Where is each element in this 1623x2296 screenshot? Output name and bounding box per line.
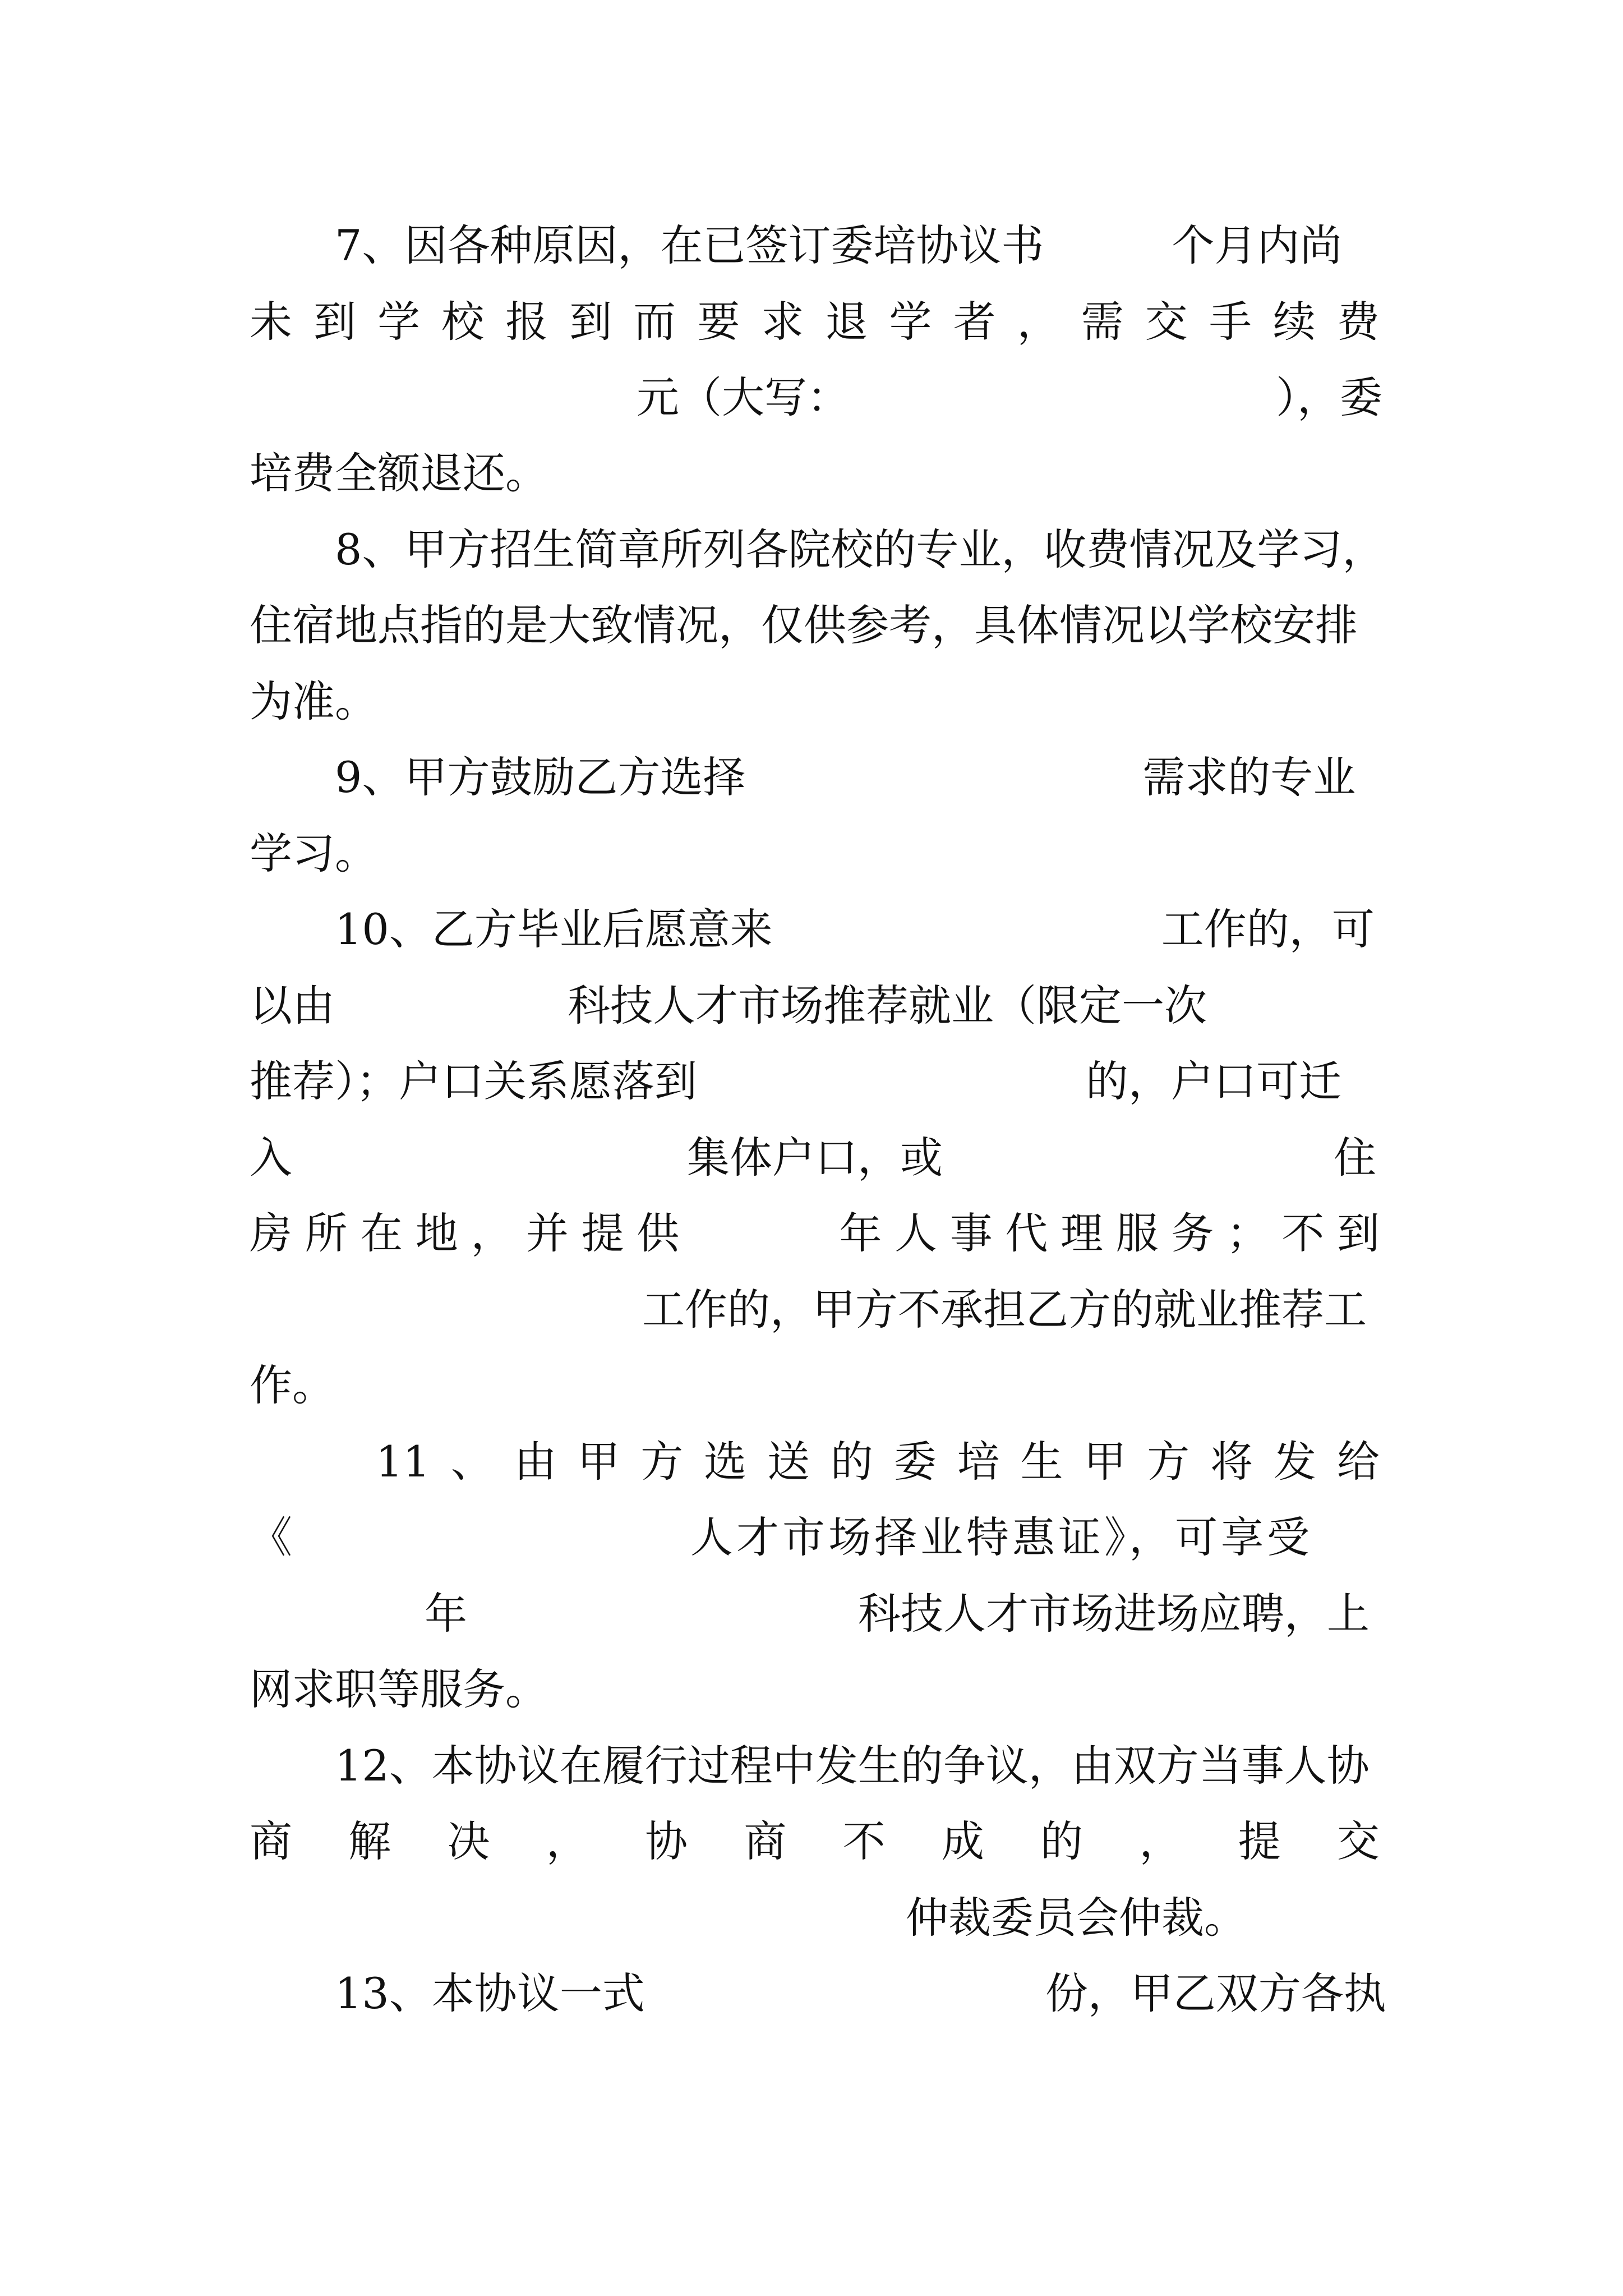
item10-line1 bbox=[250, 901, 1380, 958]
item10-line7: 作。 bbox=[250, 1360, 335, 1410]
item13-line1 bbox=[250, 1966, 1386, 2022]
item8-line3: 为准。 bbox=[250, 677, 377, 726]
item7-line3 bbox=[250, 370, 1380, 426]
item10-line2 bbox=[250, 978, 1380, 1034]
item13-text: 份，甲乙双方各执 bbox=[1045, 1968, 1386, 2018]
item10-text: 集体户口，或 bbox=[687, 1133, 943, 1182]
item7-text: 元（大写： bbox=[637, 372, 850, 422]
item10-text: 的，户口可迁 bbox=[1086, 1056, 1341, 1106]
item8-text: 8、甲方招生简章所列各院校的专业，收费情况及学习， bbox=[335, 524, 1385, 574]
item10-text: 10、乙方毕业后愿意来 bbox=[335, 904, 773, 954]
item10-text: 以由 bbox=[250, 981, 335, 1030]
item10-text: 住 bbox=[1334, 1133, 1376, 1182]
item12-line1 bbox=[250, 1738, 1380, 1794]
item11-line2 bbox=[250, 1510, 1380, 1566]
item12-line2: 商 解 决 ， 协 商 不 成 的 ， 提 交 bbox=[250, 1816, 1380, 1866]
item7-line4: 培费全额退还。 bbox=[250, 448, 548, 498]
item10-text: 工作的，可 bbox=[1161, 904, 1375, 954]
item8-line1 bbox=[250, 522, 1385, 578]
item11-text: 年 bbox=[425, 1589, 467, 1639]
item9-text: 9、甲方鼓励乙方选择 bbox=[335, 752, 746, 802]
item7-line2: 未 到 学 校 报 到 而 要 求 退 学 者 ， 需 交 手 续 费 bbox=[250, 297, 1380, 347]
item10-line4 bbox=[250, 1130, 1380, 1186]
item8-line2: 住宿地点指的是大致情况，仅供参考，具体情况以学校安排 bbox=[250, 600, 1358, 650]
item9-line1 bbox=[250, 749, 1380, 806]
item13-text: 13、本协议一式 bbox=[335, 1968, 645, 2018]
item10-line6 bbox=[250, 1282, 1380, 1338]
item10-line5: 房 所 在 地 ， 并 提 供 年 人 事 代 理 服 务 ； 不 到 bbox=[250, 1208, 1380, 1258]
item10-text: 入 bbox=[250, 1133, 292, 1182]
item12-text: 仲裁委员会仲裁。 bbox=[906, 1893, 1247, 1943]
item9-text: 需求的专业 bbox=[1142, 752, 1356, 802]
item10-text: 工作的，甲方不承担乙方的就业推荐工 bbox=[642, 1285, 1367, 1335]
item11-text: 科技人才市场进场应聘，上 bbox=[858, 1589, 1370, 1639]
item11-text: 人才市场择业特惠证》，可享受 bbox=[690, 1512, 1313, 1562]
item9-line2: 学习。 bbox=[250, 829, 377, 878]
item7-line1 bbox=[250, 218, 1380, 274]
item11-line4: 网求职等服务。 bbox=[250, 1664, 548, 1714]
item7-text: 个月内尚 bbox=[1172, 220, 1343, 270]
item11-line1: 11 、 由 甲 方 选 送 的 委 培 生 甲 方 将 发 给 bbox=[376, 1437, 1380, 1487]
item7-text: 7、因各种原因，在已签订委培协议书 bbox=[335, 220, 1044, 270]
item7-text: ），委 bbox=[1276, 372, 1382, 422]
item10-line3 bbox=[250, 1053, 1380, 1110]
item10-text: 推荐）；户口关系愿落到 bbox=[250, 1056, 697, 1106]
item11-text: 《 bbox=[250, 1512, 292, 1562]
item12-line3 bbox=[250, 1890, 1380, 1946]
item11-line3 bbox=[250, 1586, 1380, 1642]
item12-text: 12、本协议在履行过程中发生的争议，由双方当事人协 bbox=[335, 1741, 1370, 1791]
item10-text: 科技人才市场推荐就业（限定一次 bbox=[568, 981, 1207, 1030]
